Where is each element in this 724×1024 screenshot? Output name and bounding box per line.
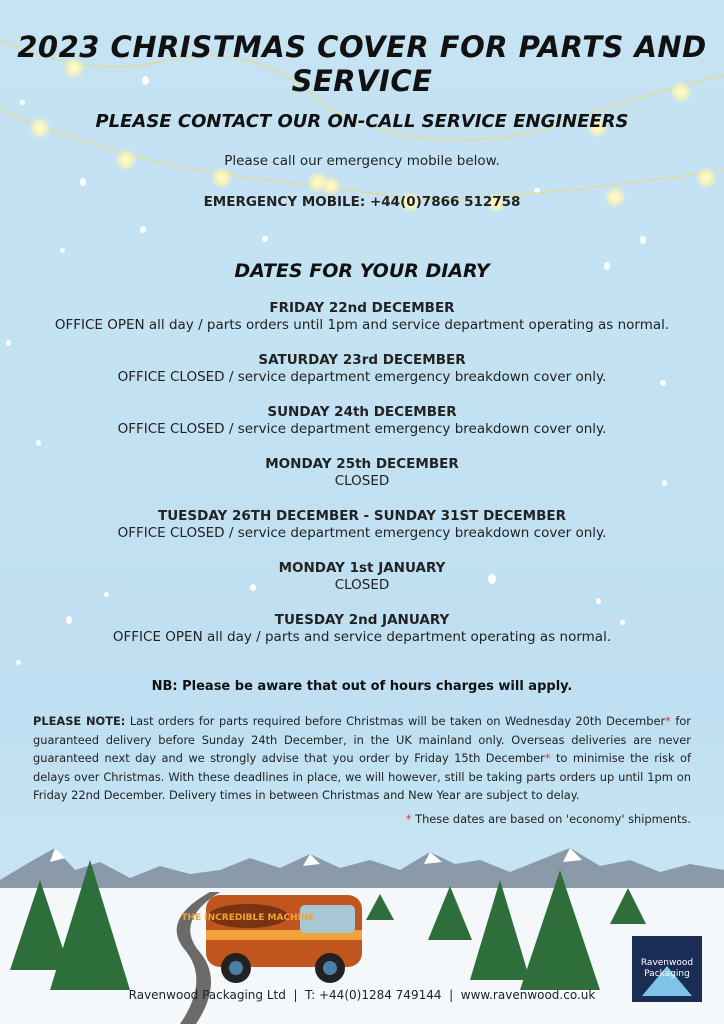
please-note-paragraph bbox=[33, 712, 691, 805]
note-text: to minimise the risk of delays over Christmas. With these deadlines in place, we will however, still be taking parts orders up until 1pm on Friday 22nd December. Delivery times in between Christmas and New Year are subject to delay. bbox=[33, 751, 691, 802]
entry-detail: OFFICE OPEN all day / parts orders until 1pm and service department operating as normal. bbox=[54, 317, 670, 333]
entry-detail: OFFICE CLOSED / service department emergency breakdown cover only. bbox=[117, 369, 607, 385]
logo-line: Packaging bbox=[644, 969, 690, 979]
diary-entry bbox=[0, 352, 724, 386]
diary-heading: DATES FOR YOUR DIARY bbox=[234, 260, 490, 282]
entry-detail: OFFICE OPEN all day / parts and service department operating as normal. bbox=[112, 629, 612, 645]
nb-note: NB: Please be aware that out of hours charges will apply. bbox=[151, 679, 573, 694]
logo-line: Ravenwood bbox=[640, 958, 694, 968]
contact-heading: PLEASE CONTACT OUR ON-CALL SERVICE ENGINEERS bbox=[95, 111, 629, 132]
entry-date: TUESDAY 26TH DECEMBER - SUNDAY 31ST DECEMBER bbox=[158, 508, 566, 524]
entry-date: SATURDAY 23rd DECEMBER bbox=[258, 352, 466, 368]
note-text: Last orders for parts required before Christmas will be taken on Wednesday 20th December bbox=[125, 714, 666, 728]
page-title: 2023 CHRISTMAS COVER FOR PARTS AND SERVICE bbox=[17, 30, 707, 98]
entry-date: TUESDAY 2nd JANUARY bbox=[274, 612, 450, 628]
diary-entry bbox=[0, 612, 724, 646]
contact-line: Please call our emergency mobile below. bbox=[224, 153, 500, 169]
note-label: PLEASE NOTE: bbox=[33, 714, 126, 728]
note-text: for guaranteed delivery before Sunday 24th December, in the UK mainland only. Overseas deliveries are never guaranteed next day and we strongly advise that you order by Friday 15th December bbox=[33, 714, 691, 765]
entry-date: MONDAY 1st JANUARY bbox=[278, 560, 446, 576]
entry-date: MONDAY 25th DECEMBER bbox=[265, 456, 459, 472]
footer-contact: Ravenwood Packaging Ltd | T: +44(0)1284 749144 | www.ravenwood.co.uk bbox=[128, 988, 596, 1002]
emergency-mobile: EMERGENCY MOBILE: +44(0)7866 512758 bbox=[203, 194, 521, 210]
entry-detail: CLOSED bbox=[334, 577, 390, 593]
asterisk-mark: * bbox=[544, 751, 551, 765]
footnote bbox=[406, 812, 691, 826]
entry-detail: OFFICE CLOSED / service department emergency breakdown cover only. bbox=[117, 525, 607, 541]
diary-entry bbox=[0, 508, 724, 542]
asterisk-mark: * bbox=[665, 714, 671, 728]
van-lettering: THE INCREDIBLE MACHINE bbox=[181, 913, 315, 923]
entry-date: FRIDAY 22nd DECEMBER bbox=[269, 300, 455, 316]
diary-entry bbox=[0, 300, 724, 334]
entry-detail: CLOSED bbox=[334, 473, 390, 489]
diary-entry bbox=[0, 560, 724, 594]
asterisk-mark: * bbox=[405, 812, 412, 826]
diary-entry bbox=[0, 404, 724, 438]
diary-entry bbox=[0, 456, 724, 490]
footnote-text: These dates are based on 'economy' shipments. bbox=[411, 812, 691, 826]
entry-date: SUNDAY 24th DECEMBER bbox=[267, 404, 457, 420]
entry-detail: OFFICE CLOSED / service department emergency breakdown cover only. bbox=[117, 421, 607, 437]
